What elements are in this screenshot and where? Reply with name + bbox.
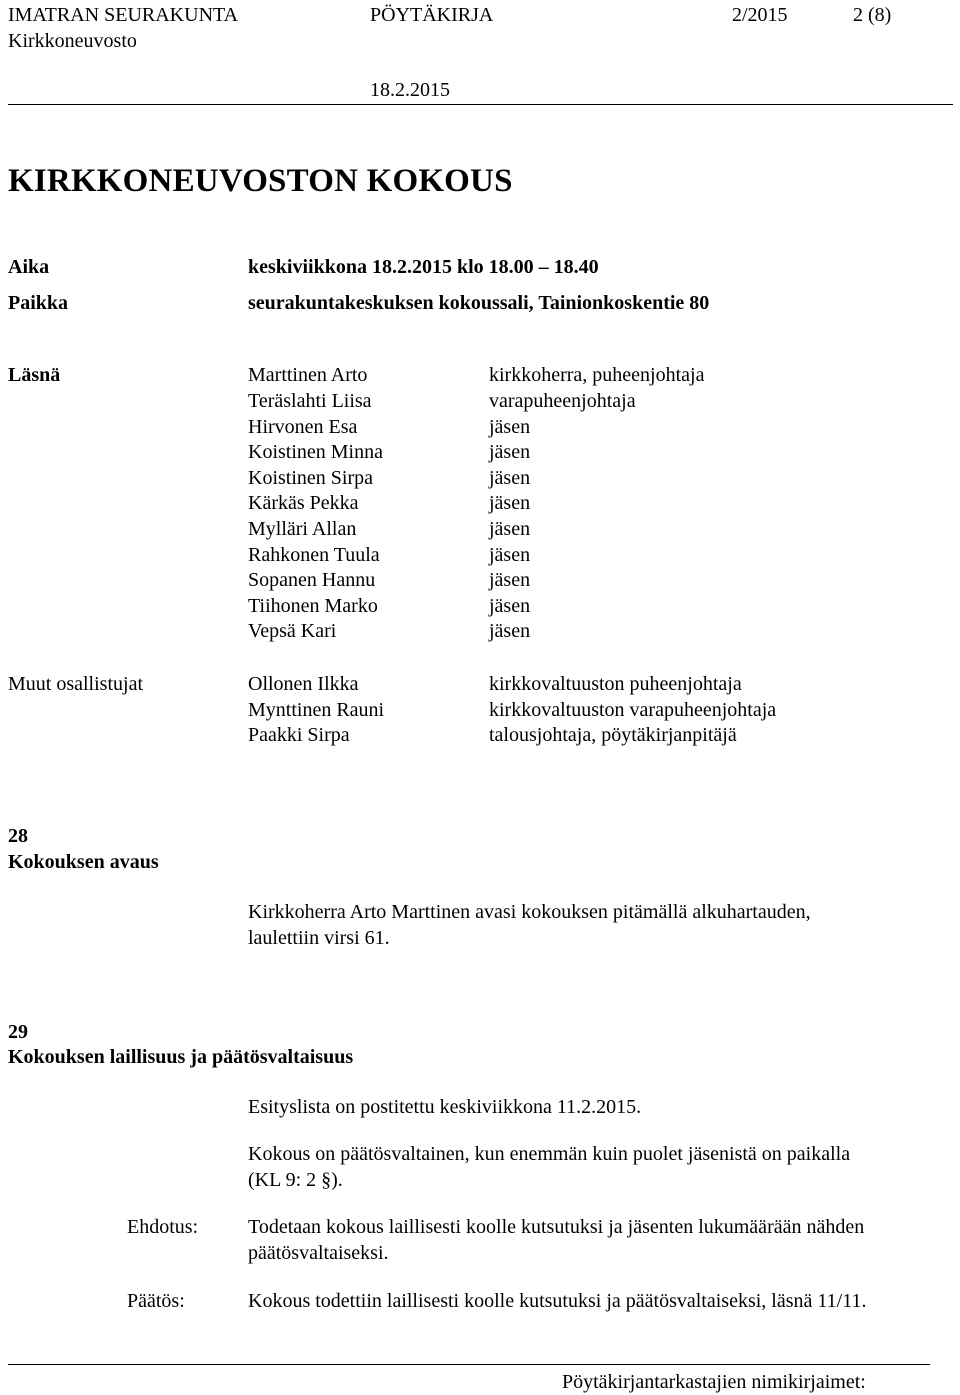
member-role: jäsen (489, 441, 531, 463)
member-role: jäsen (489, 595, 531, 617)
place-label: Paikka (8, 292, 69, 314)
member-role: jäsen (489, 518, 531, 540)
member-role: jäsen (489, 416, 531, 438)
header-page: 2 (8) (853, 4, 892, 26)
proposal-label: Ehdotus: (127, 1216, 199, 1238)
member-name: Sopanen Hannu (248, 569, 376, 591)
member-name: Vepsä Kari (248, 620, 337, 642)
decision-text: Kokous todettiin laillisesti koolle kutsutuksi ja päätösvaltaiseksi, läsnä 11/11. (248, 1290, 867, 1312)
header-body-name: Kirkkoneuvosto (8, 30, 137, 52)
member-role: jäsen (489, 492, 531, 514)
signature-label: Pöytäkirjantarkastajien nimikirjaimet: (562, 1371, 866, 1393)
section-29-heading: Kokouksen laillisuus ja päätösvaltaisuus (8, 1046, 354, 1068)
section-29-number: 29 (8, 1021, 28, 1043)
member-role: jäsen (489, 569, 531, 591)
member-role: jäsen (489, 620, 531, 642)
section-28-text: Kirkkoherra Arto Marttinen avasi kokouksen pitämällä alkuhartauden, (248, 901, 811, 923)
section-29-para: Esityslista on postitettu keskiviikkona 11.2.2015. (248, 1096, 642, 1118)
other-name: Mynttinen Rauni (248, 699, 385, 721)
header-rule (8, 104, 953, 105)
section-29-para: (KL 9: 2 §). (248, 1169, 343, 1191)
other-name: Paakki Sirpa (248, 724, 350, 746)
page-title: KIRKKONEUVOSTON KOKOUS (8, 163, 513, 199)
place-value: seurakuntakeskuksen kokoussali, Tainionkoskentie 80 (248, 292, 710, 314)
member-name: Hirvonen Esa (248, 416, 358, 438)
header-date: 18.2.2015 (370, 79, 450, 101)
proposal-text: päätösvaltaiseksi. (248, 1242, 389, 1264)
other-role: kirkkovaltuuston puheenjohtaja (489, 673, 742, 695)
present-label: Läsnä (8, 364, 61, 386)
proposal-text: Todetaan kokous laillisesti koolle kutsutuksi ja jäsenten lukumäärään nähden (248, 1216, 865, 1238)
member-name: Marttinen Arto (248, 364, 368, 386)
others-label: Muut osallistujat (8, 673, 143, 695)
member-role: jäsen (489, 544, 531, 566)
section-28-heading: Kokouksen avaus (8, 851, 159, 873)
member-role: varapuheenjohtaja (489, 390, 636, 412)
member-role: kirkkoherra, puheenjohtaja (489, 364, 705, 386)
section-28-number: 28 (8, 825, 28, 847)
other-name: Ollonen Ilkka (248, 673, 359, 695)
time-value: keskiviikkona 18.2.2015 klo 18.00 – 18.40 (248, 256, 599, 278)
header-org: IMATRAN SEURAKUNTA (8, 4, 239, 26)
other-role: kirkkovaltuuston varapuheenjohtaja (489, 699, 777, 721)
section-29-para: Kokous on päätösvaltainen, kun enemmän kuin puolet jäsenistä on paikalla (248, 1143, 851, 1165)
section-28-text: laulettiin virsi 61. (248, 927, 390, 949)
member-name: Koistinen Minna (248, 441, 383, 463)
member-name: Mylläri Allan (248, 518, 357, 540)
header-doc-type: PÖYTÄKIRJA (370, 4, 494, 26)
footer-rule (8, 1364, 930, 1365)
member-name: Rahkonen Tuula (248, 544, 380, 566)
time-label: Aika (8, 256, 50, 278)
member-name: Koistinen Sirpa (248, 467, 373, 489)
decision-label: Päätös: (127, 1290, 185, 1312)
member-name: Kärkäs Pekka (248, 492, 359, 514)
other-role: talousjohtaja, pöytäkirjanpitäjä (489, 724, 737, 746)
header-doc-number: 2/2015 (732, 4, 788, 26)
member-name: Tiihonen Marko (248, 595, 378, 617)
member-name: Teräslahti Liisa (248, 390, 372, 412)
member-role: jäsen (489, 467, 531, 489)
